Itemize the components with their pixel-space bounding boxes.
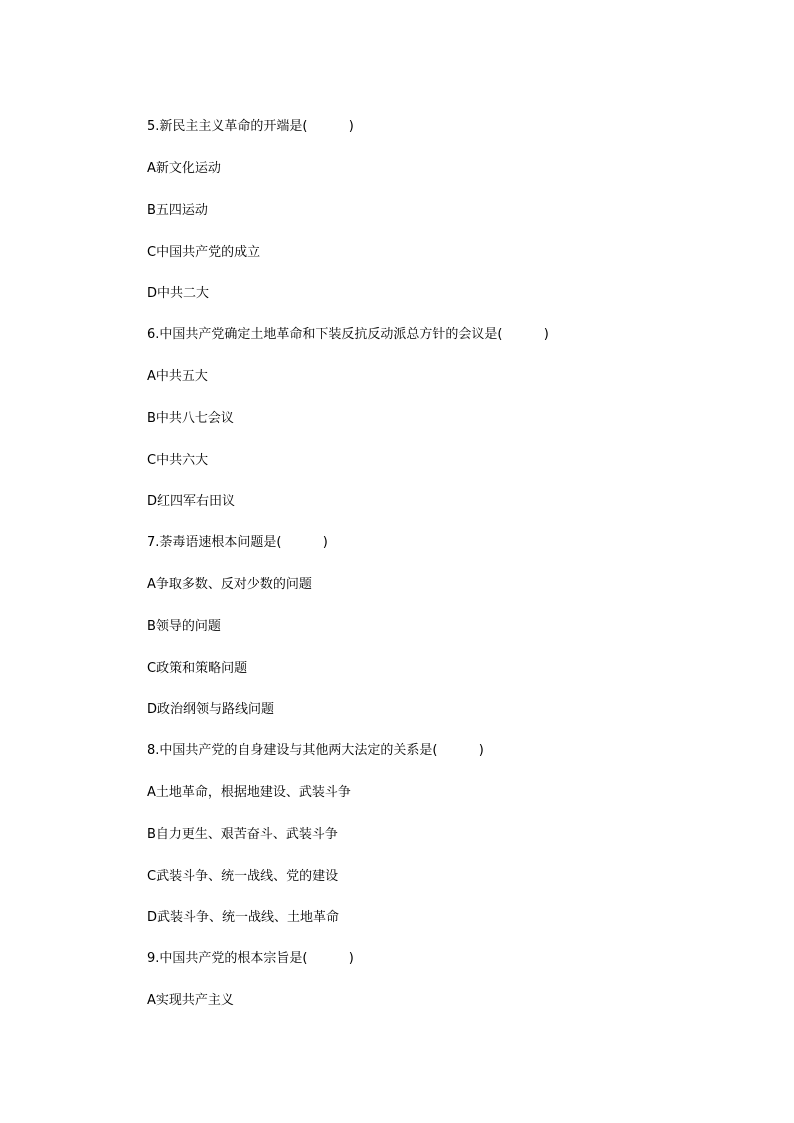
- question-9-option-a: A实现共产主义: [147, 993, 234, 1008]
- question-7-option-d: D政治纲领与路线问题: [147, 702, 275, 717]
- question-8-option-d: D武装斗争、统一战线、土地革命: [147, 910, 340, 925]
- question-7-option-c: C政策和策略问题: [147, 661, 248, 676]
- question-8-option-a: A土地革命，根据地建设、武装斗争: [147, 785, 351, 800]
- question-6-option-b: B中共八七会议: [147, 411, 234, 426]
- question-7-option-a: A争取多数、反对少数的问题: [147, 577, 312, 592]
- question-8-option-b: B自力更生、艰苦奋斗、武装斗争: [147, 827, 338, 842]
- question-8-option-c: C武装斗争、统一战线、党的建设: [147, 869, 339, 884]
- question-7-option-b: B领导的问题: [147, 619, 221, 634]
- question-5-option-b: B五四运动: [147, 203, 208, 218]
- question-9-stem: 9.中国共产党的根本宗旨是( ): [147, 951, 354, 966]
- question-7-stem: 7.荼毒语速根本问题是( ): [147, 535, 328, 550]
- question-6-stem: 6.中国共产党确定土地革命和下装反抗反动派总方针的会议是( ): [147, 327, 549, 342]
- question-8-stem: 8.中国共产党的自身建设与其他两大法定的关系是( ): [147, 743, 484, 758]
- question-5-stem: 5.新民主主义革命的开端是( ): [147, 119, 354, 134]
- question-5-option-d: D中共二大: [147, 286, 210, 301]
- question-5-option-c: C中国共产党的成立: [147, 245, 261, 260]
- question-6-option-d: D红四军右田议: [147, 494, 236, 509]
- question-6-option-a: A中共五大: [147, 369, 208, 384]
- question-5-option-a: A新文化运动: [147, 161, 221, 176]
- question-6-option-c: C中共六大: [147, 453, 209, 468]
